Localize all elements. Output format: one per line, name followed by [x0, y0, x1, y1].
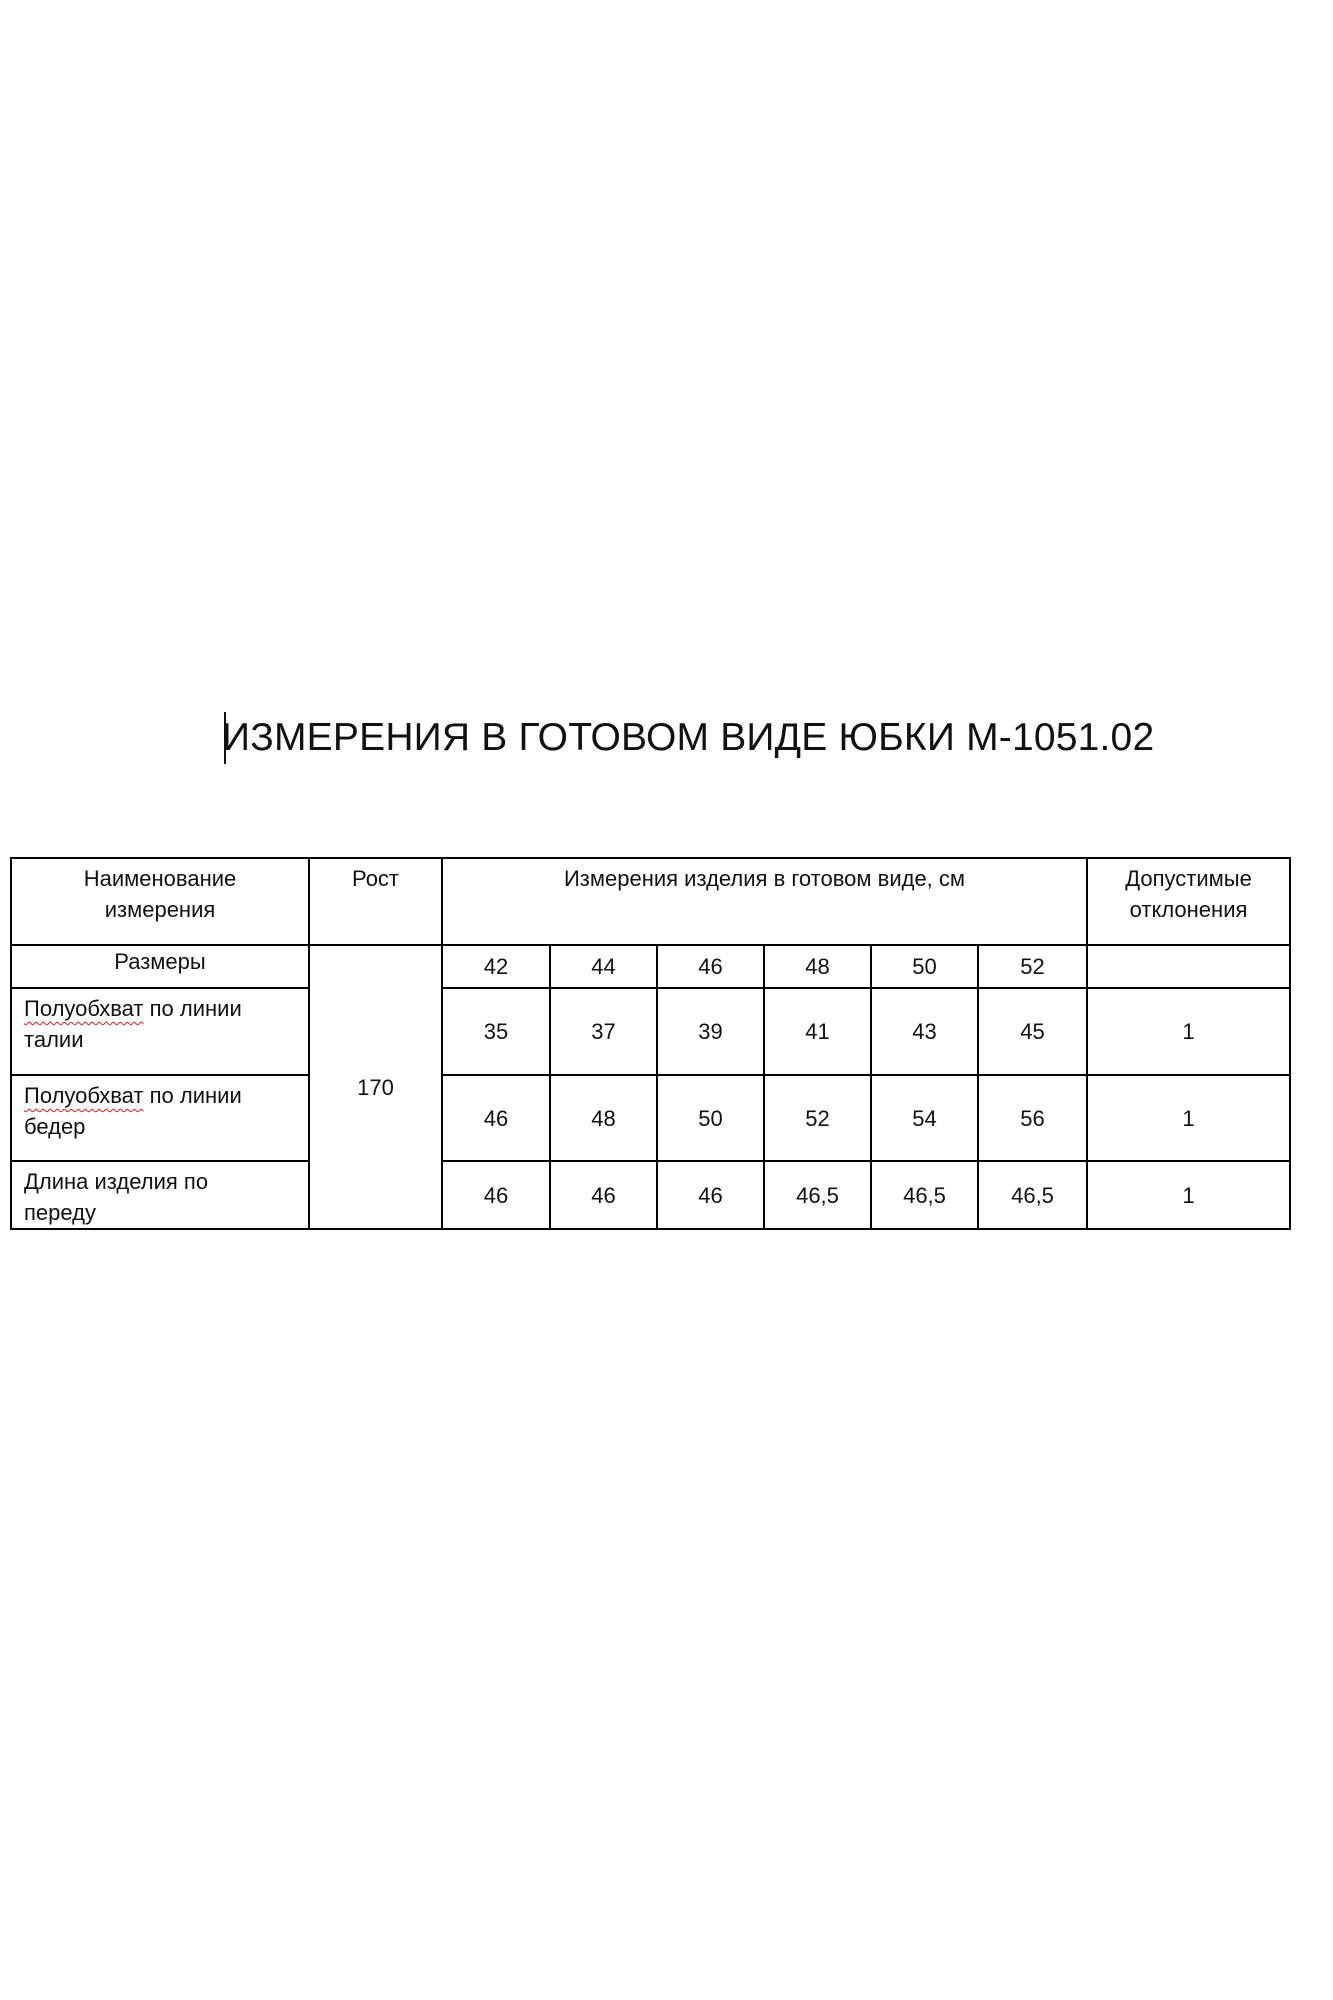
value-cell: 56 — [978, 1075, 1087, 1161]
table-row — [11, 1075, 1290, 1161]
table-row — [11, 1161, 1290, 1229]
height-value: 170 — [309, 945, 442, 1229]
value-cell: 52 — [764, 1075, 871, 1161]
value-cell: 46,5 — [871, 1161, 978, 1229]
sizes-row — [11, 945, 1290, 988]
value-cell: 39 — [657, 988, 764, 1075]
size-cell: 52 — [978, 945, 1087, 988]
value-cell: 48 — [550, 1075, 657, 1161]
value-cell: 45 — [978, 988, 1087, 1075]
value-cell: 46 — [442, 1075, 550, 1161]
value-cell: 35 — [442, 988, 550, 1075]
tolerance-cell: 1 — [1087, 1075, 1290, 1161]
tolerance-cell: 1 — [1087, 1161, 1290, 1229]
size-cell: 50 — [871, 945, 978, 988]
value-cell: 46,5 — [978, 1161, 1087, 1229]
value-cell: 43 — [871, 988, 978, 1075]
row-label: Полуобхват по линии талии — [11, 988, 309, 1075]
value-cell: 37 — [550, 988, 657, 1075]
value-cell: 46,5 — [764, 1161, 871, 1229]
header-measurement-name: Наименование измерения — [11, 858, 309, 945]
row-label: Полуобхват по линии бедер — [11, 1075, 309, 1161]
row-label: Длина изделия по переду — [11, 1161, 309, 1229]
size-cell: 42 — [442, 945, 550, 988]
sizes-label: Размеры — [11, 945, 309, 988]
table-row — [11, 988, 1290, 1075]
tolerance-cell: 1 — [1087, 988, 1290, 1075]
header-row — [11, 858, 1290, 945]
measurements-table — [10, 857, 1291, 1230]
empty-cell — [1087, 945, 1290, 988]
spellcheck-word: Полуобхват — [24, 1083, 144, 1108]
document-title: ИЗМЕРЕНИЯ В ГОТОВОМ ВИДЕ ЮБКИ М-1051.02 — [222, 716, 1155, 759]
size-cell: 46 — [657, 945, 764, 988]
size-cell: 48 — [764, 945, 871, 988]
header-height: Рост — [309, 858, 442, 945]
value-cell: 46 — [442, 1161, 550, 1229]
header-tolerance: Допустимые отклонения — [1087, 858, 1290, 945]
value-cell: 50 — [657, 1075, 764, 1161]
spellcheck-word: Полуобхват — [24, 996, 144, 1021]
value-cell: 41 — [764, 988, 871, 1075]
value-cell: 46 — [657, 1161, 764, 1229]
value-cell: 46 — [550, 1161, 657, 1229]
header-measurements: Измерения изделия в готовом виде, см — [442, 858, 1087, 945]
value-cell: 54 — [871, 1075, 978, 1161]
size-cell: 44 — [550, 945, 657, 988]
